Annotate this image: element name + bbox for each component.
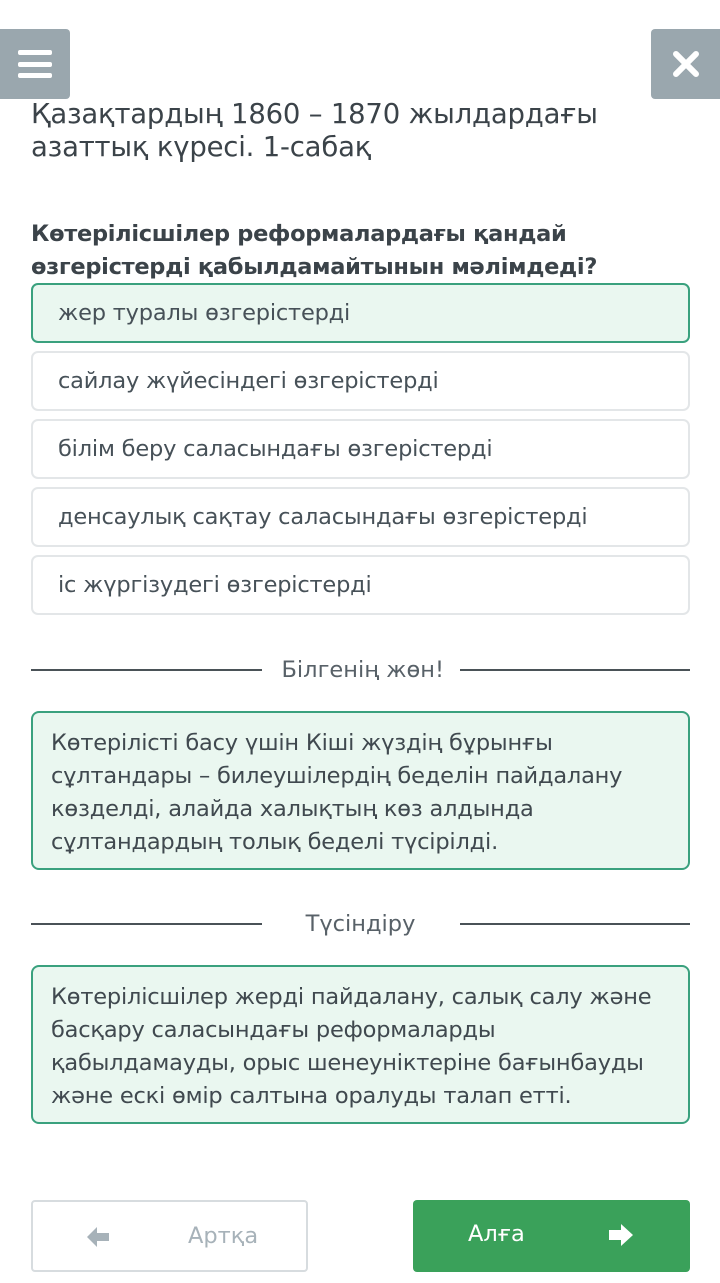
divider-line: [460, 923, 691, 925]
explanation-divider: [31, 909, 690, 939]
lesson-title: Қазақтардың 1860 – 1870 жылдардағы азаттық күресі. 1-сабақ: [31, 98, 598, 163]
answer-options: [31, 283, 690, 623]
answer-option-3[interactable]: білім беру саласындағы өзгерістерді: [31, 419, 690, 479]
answer-option-4[interactable]: денсаулық сақтау саласындағы өзгерістерді: [31, 487, 690, 547]
did-you-know-divider: [31, 655, 690, 685]
hamburger-menu-icon: [18, 50, 52, 78]
back-button-label: Артқа: [188, 1223, 259, 1249]
divider-line: [31, 669, 262, 671]
next-button-label: Алға: [468, 1221, 525, 1247]
arrow-right-icon: [607, 1222, 635, 1248]
divider-line: [31, 923, 262, 925]
explanation-panel: Көтерілісшілер жерді пайдалану, салық салу және басқару саласындағы реформаларды қабылдамауды, орыс шенеуніктеріне бағынбауды және ескі өмір салтына оралуды талап етті.: [31, 965, 690, 1124]
close-x-icon: [671, 49, 701, 79]
answer-option-5[interactable]: іс жүргізудегі өзгерістерді: [31, 555, 690, 615]
close-button[interactable]: [651, 29, 720, 99]
back-button[interactable]: [31, 1200, 308, 1272]
next-button[interactable]: [413, 1200, 690, 1272]
did-you-know-panel: Көтерілісті басу үшін Кіші жүздің бұрынғы сұлтандары – билеушілердің беделін пайдалану көзделді, алайда халықтың көз алдында сұлтандардың толық беделі түсірілді.: [31, 711, 690, 870]
did-you-know-heading: Білгенің жөн!: [281, 657, 444, 683]
arrow-left-icon: [85, 1225, 111, 1249]
answer-option-1[interactable]: жер туралы өзгерістерді: [31, 283, 690, 343]
question-text: Көтерілісшілер реформалардағы қандай өзгерістерді қабылдамайтынын мәлімдеді?: [31, 221, 598, 280]
explanation-heading: Түсіндіру: [305, 911, 416, 937]
divider-line: [460, 669, 691, 671]
menu-button[interactable]: [0, 29, 70, 99]
answer-option-2[interactable]: сайлау жүйесіндегі өзгерістерді: [31, 351, 690, 411]
